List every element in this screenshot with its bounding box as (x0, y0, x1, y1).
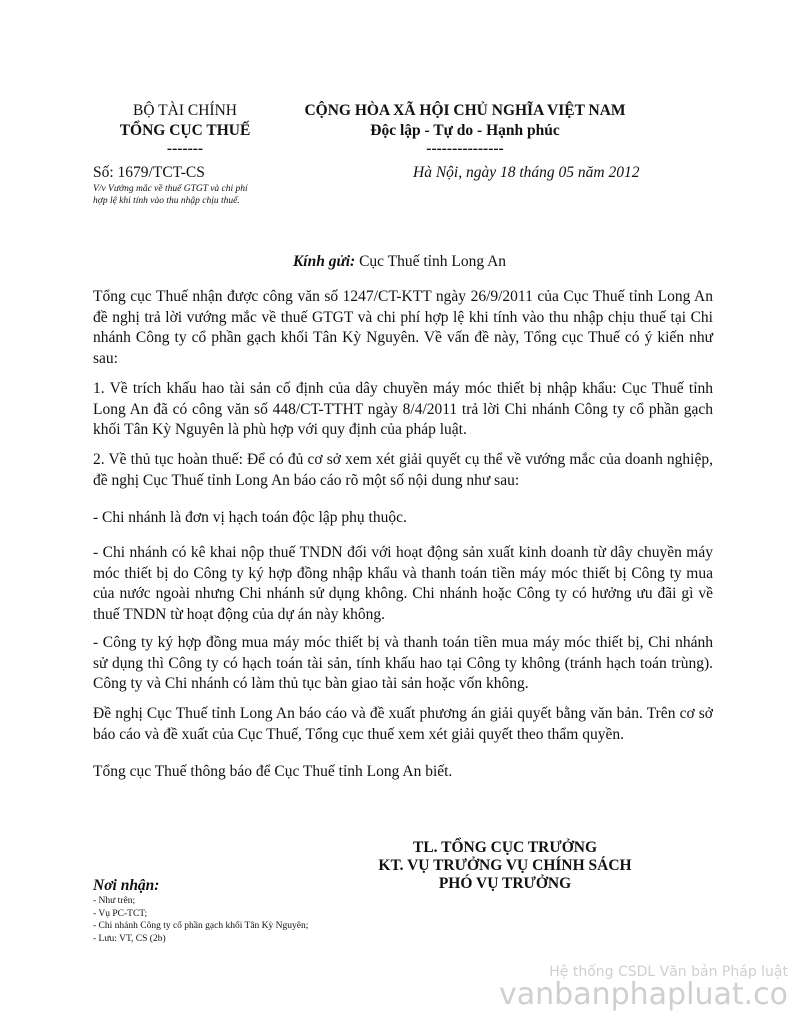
paragraph-closing: Tổng cục Thuế thông báo để Cục Thuế tỉnh Long An biết. (93, 763, 453, 780)
recipients-label: Nơi nhận: (93, 877, 160, 894)
document-subject (93, 183, 293, 207)
department-divider: ------- (166, 140, 204, 157)
motto-divider: --------------- (426, 140, 504, 157)
department-name: TỔNG CỤC THUẾ (119, 122, 251, 139)
paragraph-intro: Tổng cục Thuế nhận được công văn số 1247/CT-KTT ngày 26/9/2011 của Cục Thuế tỉnh Long An đề nghị trả lời vướng mắc về thuế GTGT và chi phí hợp lệ khi tính vào thu nhập chịu thuế tại Chi nhánh Công ty cổ phần gạch khối Tân Kỳ Nguyên. Về vấn đề này, Tổng cục Thuế có ý kiến như sau: (93, 288, 713, 367)
addressee-label: Kính gửi: (292, 253, 356, 270)
addressee (93, 252, 706, 272)
recipient-item: - Chi nhánh Công ty cổ phần gạch khối Tân Kỳ Nguyên; (93, 921, 309, 931)
signature-line-3: PHÓ VỤ TRƯỞNG (438, 875, 572, 892)
watermark-caption: Hệ thống CSDL Văn bản Pháp luật (549, 964, 788, 980)
nation-motto: Độc lập - Tự do - Hạnh phúc (370, 122, 560, 139)
recipient-item: - Như trên; (93, 896, 136, 906)
issuing-agency (95, 101, 275, 157)
national-header (280, 101, 650, 157)
recipient-item: - Lưu: VT, CS (2b) (93, 933, 166, 944)
signature-block (360, 839, 650, 893)
signature-line-2: KT. VỤ TRƯỞNG VỤ CHÍNH SÁCH (378, 857, 632, 874)
paragraph-bullet-1: - Chi nhánh là đơn vị hạch toán độc lập phụ thuộc. (93, 509, 407, 526)
nation-title: CỘNG HÒA XÃ HỘI CHỦ NGHĨA VIỆT NAM (304, 102, 626, 119)
paragraph-bullet-3: - Công ty ký hợp đồng mua máy móc thiết bị và thanh toán tiền mua máy móc thiết bị, Chi nhánh sử dụng thì Công ty có hạch toán tài sản, tính khấu hao tại Công ty không (tránh hạch toán trùng). Công ty và Chi nhánh có làm thủ tục bàn giao tài sản hoặc vốn không. (93, 634, 713, 692)
signature-line-1: TL. TỔNG CỤC TRƯỞNG (412, 839, 598, 856)
place-date: Hà Nội, ngày 18 tháng 05 năm 2012 (413, 164, 640, 181)
subject-line-2: hợp lệ khi tính vào thu nhập chịu thuế. (93, 196, 240, 206)
recipients-list (93, 895, 393, 945)
watermark-site: vanbanphapluat.co (499, 977, 788, 1012)
paragraph-bullet-2: - Chi nhánh có kê khai nộp thuế TNDN đối với hoạt động sản xuất kinh doanh từ dây chuyền máy móc thiết bị do Công ty ký hợp đồng nhập khẩu và thanh toán tiền máy móc thiết bị Công ty mua của nước ngoài nhưng Chi nhánh sử dụng không. Chi nhánh hoặc Công ty có hưởng ưu đãi gì về thuế TNDN từ hoạt động của dự án này không. (93, 544, 713, 623)
subject-line-1: V/v Vướng mắc về thuế GTGT và chi phí (93, 184, 248, 194)
ministry-name: BỘ TÀI CHÍNH (133, 102, 237, 119)
addressee-name: Cục Thuế tỉnh Long An (359, 253, 507, 270)
recipient-item: - Vụ PC-TCT; (93, 908, 148, 919)
document-number: Số: 1679/TCT-CS (93, 164, 205, 181)
paragraph-point-1: 1. Về trích khấu hao tài sản cố định của dây chuyền máy móc thiết bị nhập khẩu: Cục Thuế tỉnh Long An đã có công văn số 448/CT-TTHT ngày 8/4/2011 trả lời Chi nhánh Công ty cổ phần gạch khối Tân Kỳ Nguyên là phù hợp với quy định của pháp luật. (93, 380, 713, 438)
paragraph-point-2: 2. Về thủ tục hoàn thuế: Để có đủ cơ sở xem xét giải quyết cụ thể về vướng mắc của doanh nghiệp, đề nghị Cục Thuế tỉnh Long An báo cáo rõ một số nội dung như sau: (93, 451, 713, 489)
paragraph-request: Đề nghị Cục Thuế tỉnh Long An báo cáo và đề xuất phương án giải quyết bằng văn bản. Trên cơ sở báo cáo và đề xuất của Cục Thuế, Tổng cục thuế xem xét giải quyết theo thẩm quyền. (93, 705, 713, 743)
